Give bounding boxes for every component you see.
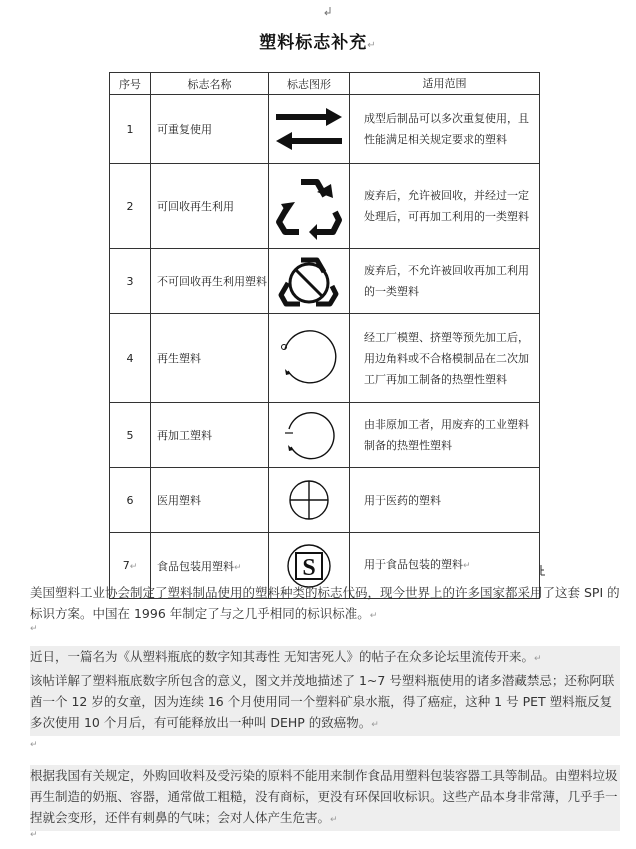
table-header-row [110, 73, 540, 95]
symbol-scope: 废弃后，不允许被回收再加工利用的一类塑料 [350, 249, 540, 314]
paragraph-mark: ↵ [30, 830, 38, 840]
table-end-mark-icon [540, 564, 546, 576]
svg-text:S: S [302, 554, 316, 581]
paragraph-regulation: 根据我国有关规定，外购回收料及受污染的原料不能用来制作食品用塑料包装容器工具等制品。由塑料垃圾再生制造的奶瓶、容器，通常做工粗糙，没有商标，更没有环保回收标识。这些产品本身非常薄，几乎手一捏就会变形，还伴有刺鼻的气味；会对人体产生危害。↵ [30, 765, 620, 831]
table-row [110, 249, 540, 314]
header-scope: 适用范围 [350, 73, 540, 95]
recycled-plastic-circle-icon [269, 314, 350, 403]
paragraph-mark: ↵ [30, 624, 38, 634]
symbol-name: 再加工塑料 [151, 403, 269, 468]
plastic-symbol-table [109, 72, 540, 599]
table-row [110, 314, 540, 403]
paragraph-mark: ↵ [371, 720, 379, 730]
paragraph-mark: ↵ [367, 40, 377, 51]
row-number: 2 [110, 164, 151, 249]
reprocessed-plastic-circle-icon [269, 403, 350, 468]
paragraph-spi: 美国塑料工业协会制定了塑料制品使用的塑料种类的标志代码，现今世界上的许多国家都采用了这套 SPI 的标识方案。中国在 1996 年制定了与之几乎相同的标识标准。↵ [30, 585, 620, 621]
symbol-name: 可回收再生利用 [151, 164, 269, 249]
header-name: 标志名称 [151, 73, 269, 95]
header-icon: 标志图形 [269, 73, 350, 95]
row-number: 1 [110, 95, 151, 164]
page-title: 塑料标志补充↵ [259, 33, 377, 53]
symbol-name: 食品包装用塑料↵ [151, 533, 269, 599]
symbol-scope: 由非原加工者，用废弃的工业塑料制备的热塑性塑料 [350, 403, 540, 468]
row-number: 3 [110, 249, 151, 314]
paragraph-mark: ↵ [463, 561, 471, 571]
recycle-triangle-icon [269, 164, 350, 249]
table-row [110, 468, 540, 533]
row-number: 5 [110, 403, 151, 468]
symbol-scope: 经工厂模塑、挤塑等预先加工后，用边角料或不合格模制品在二次加工厂再加工制备的热塑性塑料 [350, 314, 540, 403]
medical-cross-circle-icon [269, 468, 350, 533]
paragraph-mark: ↵ [330, 815, 338, 825]
reuse-arrows-icon [269, 95, 350, 164]
symbol-name: 医用塑料 [151, 468, 269, 533]
table-row [110, 95, 540, 164]
paragraph-mark: ↵ [30, 740, 38, 750]
header-no: 序号 [110, 73, 151, 95]
symbol-scope: 成型后制品可以多次重复使用，且性能满足相关规定要求的塑料 [350, 95, 540, 164]
symbol-name: 不可回收再生利用塑料 [151, 249, 269, 314]
paragraph-mark: ↵ [533, 654, 542, 664]
row-number: 6 [110, 468, 151, 533]
symbol-scope: 废弃后，允许被回收，并经过一定处理后，可再加工利用的一类塑料 [350, 164, 540, 249]
symbol-scope: 用于食品包装的塑料↵ [350, 533, 540, 599]
text-cursor-icon [323, 6, 332, 18]
paragraph-forum-post: 近日，一篇名为《从塑料瓶底的数字知其毒性 无知害死人》的帖子在众多论坛里流传开来。↵ [30, 646, 620, 670]
symbol-name: 再生塑料 [151, 314, 269, 403]
paragraph-mark: ↵ [234, 562, 242, 573]
non-recyclable-icon [269, 249, 350, 314]
symbol-name: 可重复使用 [151, 95, 269, 164]
row-number: 7↵ [110, 533, 151, 599]
paragraph-post-details: 该帖详解了塑料瓶底数字所包含的意义，图文并茂地描述了 1~7 号塑料瓶使用的诸多潜藏禁忌；还称阿联酋一个 12 岁的女童，因为连续 16 个月使用同一个塑料矿泉水瓶，得了癌症，这种 1 号 PET 塑料瓶反复多次使用 10 个月后，有可能释放出一种叫 DEHP 的致癌物。↵ [30, 670, 620, 736]
symbol-scope: 用于医药的塑料 [350, 468, 540, 533]
paragraph-mark: ↵ [369, 611, 378, 621]
row-number: 4 [110, 314, 151, 403]
table-row [110, 164, 540, 249]
table-row [110, 403, 540, 468]
paragraph-mark: ↵ [129, 562, 138, 572]
